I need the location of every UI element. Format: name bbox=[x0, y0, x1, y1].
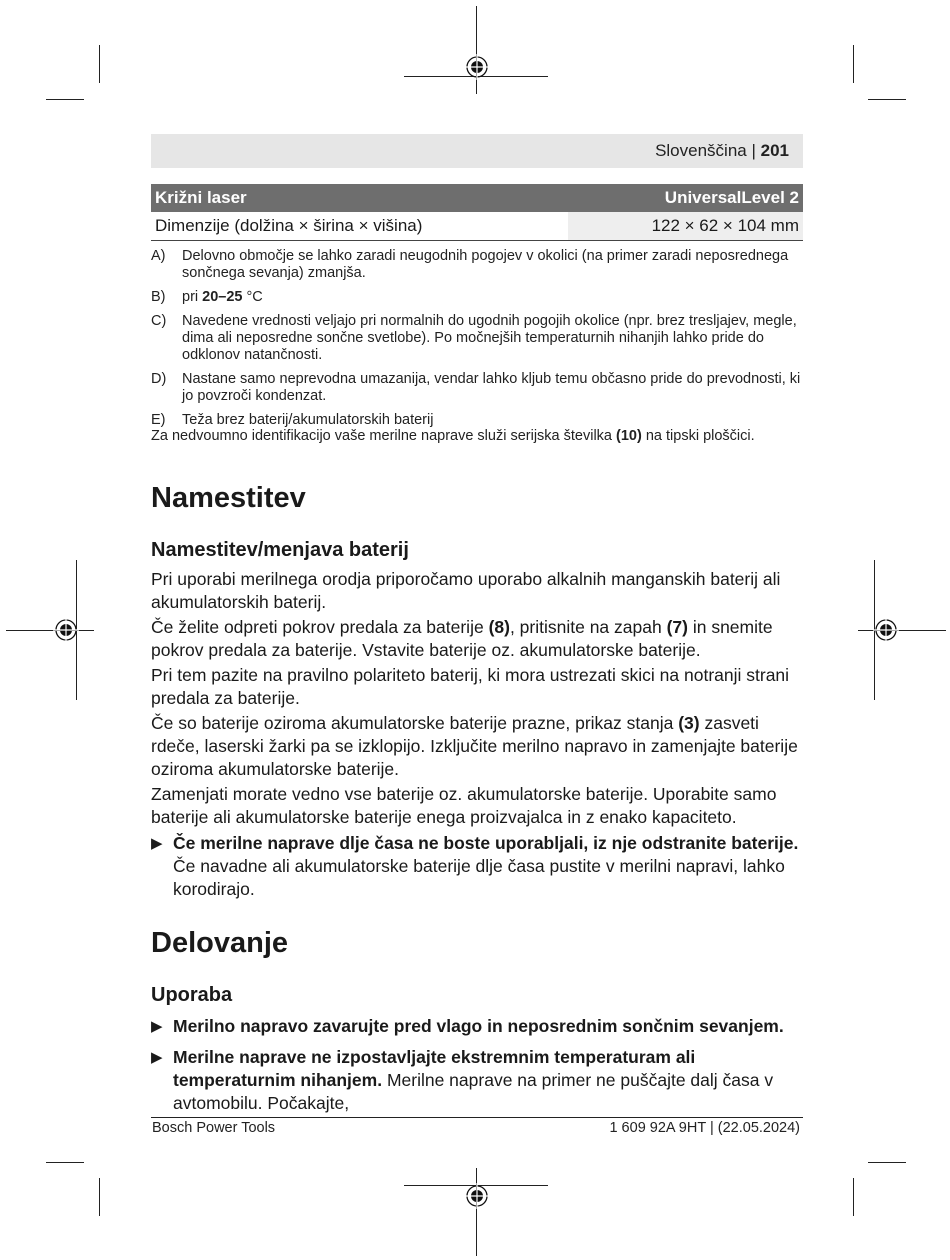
table-header-model: UniversalLevel 2 bbox=[568, 184, 803, 212]
bullet-bold: Merilno napravo zavarujte pred vlago in neposrednim sončnim sevanjem. bbox=[173, 1016, 784, 1036]
footnote bbox=[151, 412, 803, 429]
bullet-text bbox=[173, 1015, 803, 1038]
footnote bbox=[151, 313, 803, 364]
crop-mark bbox=[99, 1178, 100, 1216]
page-header bbox=[151, 134, 803, 168]
table-cell-value: 122 × 62 × 104 mm bbox=[568, 212, 803, 241]
text-run: , pritisnite na zapah bbox=[509, 617, 667, 637]
footnote-prefix: pri bbox=[182, 289, 203, 305]
section-title-operation: Delovanje bbox=[151, 927, 288, 959]
footer-publisher: Bosch Power Tools bbox=[152, 1120, 276, 1136]
crop-mark bbox=[853, 1178, 854, 1216]
footer-rule bbox=[151, 1117, 803, 1118]
footer-doc-number: 1 609 92A 9HT | (22.05.2024) bbox=[609, 1120, 800, 1136]
main-content bbox=[151, 478, 803, 1115]
serial-note-text-end: na tipski ploščici. bbox=[641, 428, 755, 444]
paragraph: Pri uporabi merilnega orodja priporočamo uporabo alkalnih manganskih baterij ali akumulatorskih baterij. bbox=[151, 569, 781, 612]
table-row bbox=[151, 212, 803, 241]
footnote-letter: E) bbox=[151, 412, 166, 428]
ref-bold: (8) bbox=[488, 617, 510, 637]
footnote-letter: C) bbox=[151, 313, 167, 329]
serial-note bbox=[151, 428, 803, 445]
text-run: zasveti rdeče, laserski žarki pa se izklopijo. Izključite merilno napravo in zamenjajte baterije oziroma akumulatorske baterije. bbox=[151, 713, 798, 779]
serial-note-text: Za nedvoumno identifikacijo vaše merilne naprave služi serijska številka bbox=[151, 428, 617, 444]
footnotes bbox=[151, 248, 803, 445]
footnote-letter: D) bbox=[151, 371, 167, 387]
paragraph bbox=[151, 616, 803, 662]
subsection-title-batteries: Namestitev/menjava baterij bbox=[151, 539, 409, 561]
serial-note-ref: (10) bbox=[616, 428, 642, 444]
page-number: 201 bbox=[760, 141, 789, 160]
bullet-text bbox=[173, 1046, 803, 1115]
registration-mark-icon bbox=[462, 1181, 492, 1211]
header-text bbox=[655, 141, 789, 161]
paragraph: Pri tem pazite na pravilno polariteto baterij, ki mora ustrezati skici na notranji strani predala za baterije. bbox=[151, 665, 790, 708]
crop-mark bbox=[853, 45, 854, 83]
footnote-letter: A) bbox=[151, 248, 166, 264]
spec-table bbox=[151, 184, 803, 241]
footnote bbox=[151, 289, 803, 306]
footnote-suffix: °C bbox=[242, 289, 263, 305]
registration-mark-icon bbox=[462, 52, 492, 82]
crop-mark bbox=[46, 99, 84, 100]
bullet-arrow-icon: ▶ bbox=[151, 1018, 163, 1035]
text-run: in snemite pokrov predala za baterije. Vstavite baterije oz. akumulatorske baterije. bbox=[151, 617, 773, 660]
crop-mark bbox=[99, 45, 100, 83]
ref-bold: (7) bbox=[666, 617, 688, 637]
footnote-text: Teža brez baterij/akumulatorskih baterij bbox=[182, 412, 434, 428]
warning-bullet bbox=[151, 1046, 803, 1115]
ref-bold: (3) bbox=[678, 713, 700, 733]
paragraph: Zamenjati morate vedno vse baterije oz. akumulatorske baterije. Uporabite samo baterije ali akumulatorske baterije enega proizvajalca in z enako kapaciteto. bbox=[151, 784, 777, 827]
section-title-installation: Namestitev bbox=[151, 482, 306, 514]
footnote-text: Navedene vrednosti veljajo pri normalnih do ugodnih pogojih okolice (npr. brez tresljajev, megle, dima ali neposredne sončne svetlobe). Po močnejših temperaturnih nihanjih lahko pride do odklonov natančnosti. bbox=[182, 313, 797, 363]
bullet-arrow-icon: ▶ bbox=[151, 1049, 163, 1066]
bullet-rest: Če navadne ali akumulatorske baterije dlje časa pustite v merilni napravi, lahko korodirajo. bbox=[173, 856, 785, 899]
footnote-text bbox=[182, 289, 803, 306]
bullet-bold: Merilne naprave ne izpostavljajte ekstremnim temperaturam ali temperaturnim nihanjem. bbox=[173, 1047, 696, 1090]
registration-mark-icon bbox=[51, 615, 81, 645]
bullet-text bbox=[173, 832, 803, 901]
table-header-product: Križni laser bbox=[151, 184, 568, 212]
footnote bbox=[151, 248, 803, 282]
warning-bullet bbox=[151, 1015, 803, 1038]
header-separator: | bbox=[751, 141, 756, 160]
footnote-bold: 20–25 bbox=[202, 289, 243, 305]
crop-mark bbox=[868, 99, 906, 100]
footnote-letter: B) bbox=[151, 289, 166, 305]
text-run: Če želite odpreti pokrov predala za baterije bbox=[151, 617, 489, 637]
crop-mark bbox=[868, 1162, 906, 1163]
crop-mark bbox=[46, 1162, 84, 1163]
footnote-text: Delovno območje se lahko zaradi neugodnih pogojev v okolici (na primer zaradi neposrednega sončnega sevanja) zmanjša. bbox=[182, 248, 789, 281]
footnote-text: Nastane samo neprevodna umazanija, vendar lahko kljub temu občasno pride do prevodnosti, ki jo povzroči kondenzat. bbox=[182, 371, 801, 404]
warning-bullet bbox=[151, 832, 803, 901]
bullet-bold: Če merilne naprave dlje časa ne boste uporabljali, iz nje odstranite baterije. bbox=[173, 833, 799, 853]
subsection-title-usage: Uporaba bbox=[151, 984, 233, 1006]
registration-mark-icon bbox=[871, 615, 901, 645]
table-cell-label: Dimenzije (dolžina × širina × višina) bbox=[151, 212, 568, 241]
footnote bbox=[151, 371, 803, 405]
bullet-arrow-icon: ▶ bbox=[151, 835, 163, 852]
text-run: Če so baterije oziroma akumulatorske baterije prazne, prikaz stanja bbox=[151, 713, 679, 733]
paragraph bbox=[151, 712, 803, 781]
header-language: Slovenščina bbox=[655, 141, 747, 160]
bullet-rest: Merilne naprave na primer ne puščajte dalj časa v avtomobilu. Počakajte, bbox=[173, 1070, 774, 1113]
